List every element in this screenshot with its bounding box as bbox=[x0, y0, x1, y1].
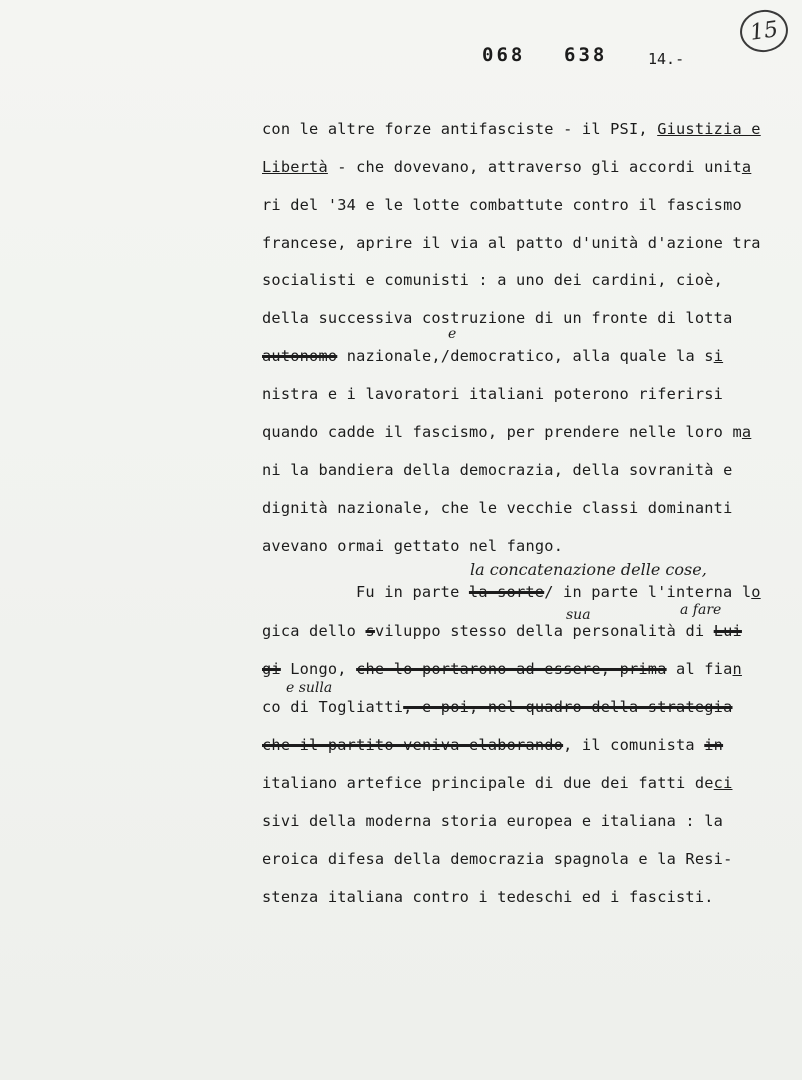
text-line-2: Libertà - che dovevano, attraverso gli accordi unita bbox=[262, 158, 752, 176]
circled-page-number: 15 bbox=[737, 7, 790, 55]
text-line-1: con le altre forze antifasciste - il PSI, Giustizia e bbox=[262, 120, 761, 138]
text-line-6: della successiva costruzione di un fronte di lotta bbox=[262, 309, 733, 327]
text-line-7: autonomo nazionale,/democratico, alla quale la si bbox=[262, 347, 724, 365]
text-line-3: ri del '34 e le lotte combattute contro il fascismo bbox=[262, 196, 742, 214]
document-number-a: 068 bbox=[482, 44, 526, 66]
handwritten-insert-e-sulla: e sulla bbox=[286, 680, 333, 696]
text-line-19: sivi della moderna storia europea e italiana : la bbox=[262, 812, 724, 830]
text-line-15: gi Longo, che lo portarono ad essere, prima al fian bbox=[262, 660, 742, 678]
handwritten-insert-sua: sua bbox=[566, 607, 591, 623]
text-line-17: che il partito veniva elaborando, il comunista in bbox=[262, 736, 724, 754]
page-number: 14.- bbox=[648, 50, 685, 68]
document-number-b: 638 bbox=[564, 44, 608, 66]
text-line-4: francese, aprire il via al patto d'unità d'azione tra bbox=[262, 234, 761, 252]
handwritten-insert-e: e bbox=[448, 326, 457, 342]
text-line-18: italiano artefice principale di due dei fatti deci bbox=[262, 774, 733, 792]
text-line-8: nistra e i lavoratori italiani poterono riferirsi bbox=[262, 385, 724, 403]
text-line-10: ni la bandiera della democrazia, della sovranità e bbox=[262, 461, 733, 479]
text-line-21: stenza italiana contro i tedeschi ed i fascisti. bbox=[262, 888, 714, 906]
text-line-13: Fu in parte la sorte/ in parte l'interna lo bbox=[356, 583, 761, 601]
text-line-12: avevano ormai gettato nel fango. bbox=[262, 537, 564, 555]
text-line-20: eroica difesa della democrazia spagnola e la Resi- bbox=[262, 850, 733, 868]
handwritten-insert-a-fare: a fare bbox=[680, 602, 722, 618]
text-line-14: gica dello sviluppo stesso della personalità di Lui bbox=[262, 622, 742, 640]
text-line-9: quando cadde il fascismo, per prendere nelle loro ma bbox=[262, 423, 752, 441]
text-line-16: co di Togliatti, e poi, nel quadro della strategia bbox=[262, 698, 733, 716]
handwritten-insert-concatenazione: la concatenazione delle cose, bbox=[470, 560, 707, 579]
text-line-5: socialisti e comunisti : a uno dei cardini, cioè, bbox=[262, 271, 724, 289]
text-line-11: dignità nazionale, che le vecchie classi dominanti bbox=[262, 499, 733, 517]
